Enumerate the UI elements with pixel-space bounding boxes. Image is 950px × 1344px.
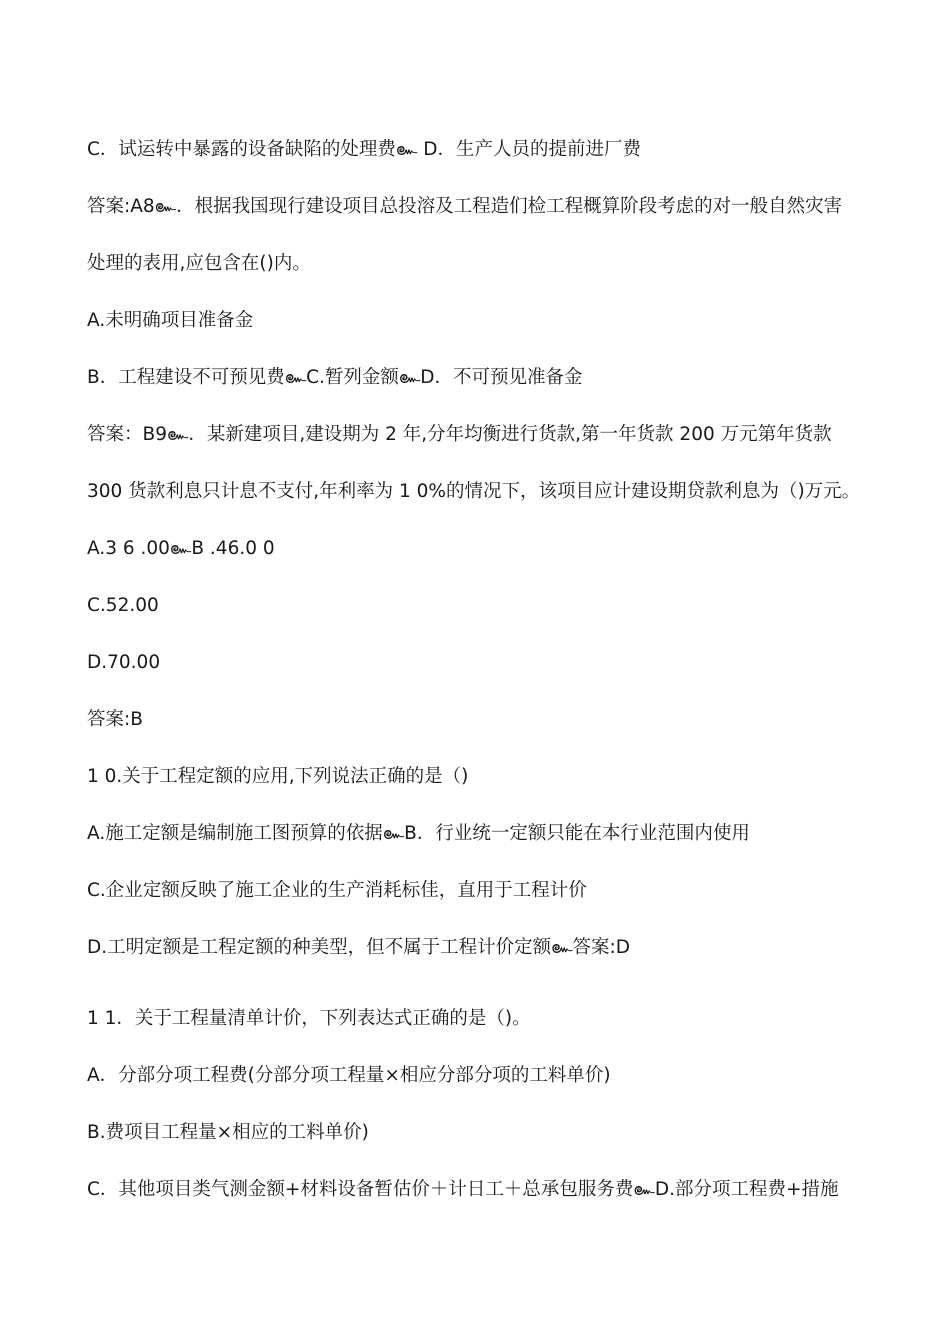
- text-line-16: 1 1．关于工程量清单计价，下列表达式正确的是（)。: [87, 1008, 531, 1029]
- text-line-1: C．试运转中暴露的设备缺陷的处理费๛ D．生产人员的提前进厂费: [87, 139, 641, 160]
- text-line-10: D.70.00: [87, 652, 161, 673]
- text-line-17: A．分部分项工程费(分部分项工程量×相应分部分项的工料单价): [87, 1065, 611, 1086]
- text-line-9: C.52.00: [87, 595, 159, 616]
- text-line-5: B．工程建设不可预见费๛C.暂列金额๛D．不可预见准备金: [87, 367, 583, 388]
- text-line-18: B.费项目工程量×相应的工料单价): [87, 1122, 369, 1143]
- text-line-19: C．其他项目类气测金额+材料设备暂估价＋计日工＋总承包服务费๛D.部分项工程费+措施: [87, 1179, 839, 1200]
- text-line-7: 300 货款利息只计息不支付,年利率为 1 0%的情况下，该项目应计建设期贷款利息为（)万元。: [87, 481, 861, 502]
- text-line-14: C.企业定额反映了施工企业的生产消耗标佳，直用于工程计价: [87, 880, 587, 901]
- text-line-6: 答案：B9๛．某新建项目,建设期为 2 年,分年均衡进行货款,第一年货款 200 万元第年货款: [87, 424, 832, 445]
- text-line-4: A.未明确项目准备金: [87, 310, 254, 331]
- text-line-12: 1 0.关于工程定额的应用,下列说法正确的是（): [87, 766, 469, 787]
- text-line-15: D.工明定额是工程定额的种美型，但不属于工程计价定额๛答案:D: [87, 937, 631, 958]
- text-line-11: 答案:B: [87, 709, 143, 730]
- text-line-13: A.施工定额是编制施工图预算的依据๛B．行业统一定额只能在本行业范围内使用: [87, 823, 750, 844]
- text-line-3: 处理的表用,应包含在()内。: [87, 253, 311, 274]
- text-line-8: A.3 6 .00๛B .46.0 0: [87, 538, 275, 559]
- text-line-2: 答案:A8๛．根据我国现行建设项目总投溶及工程造们检工程概算阶段考虑的对一般自然灾害: [87, 196, 843, 217]
